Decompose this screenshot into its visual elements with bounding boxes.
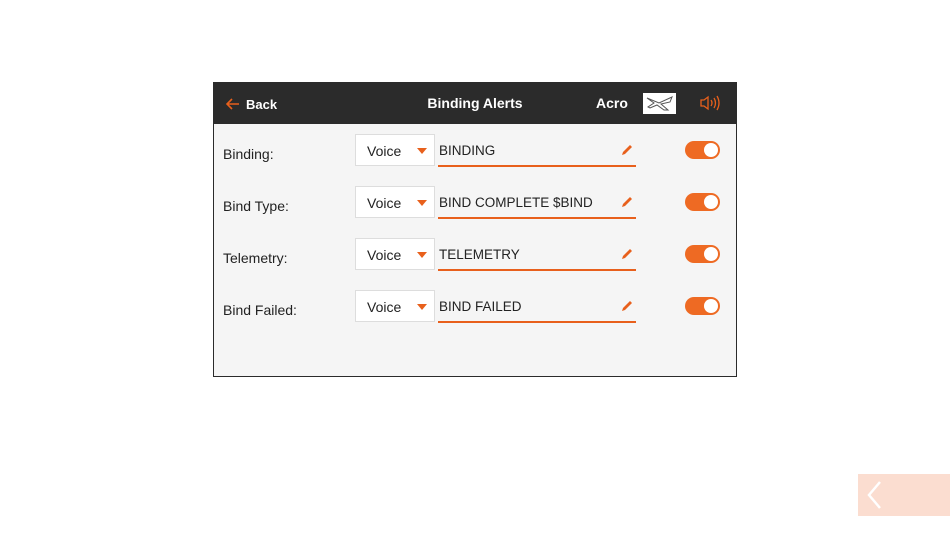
caret-down-icon xyxy=(417,200,427,206)
alert-row-telemetry xyxy=(214,238,736,278)
transmitter-screen xyxy=(213,82,737,377)
toggle-knob xyxy=(704,247,718,261)
alert-enable-toggle[interactable] xyxy=(685,193,720,211)
alert-mode-value: Voice xyxy=(367,143,402,159)
back-label: Back xyxy=(246,96,278,112)
alert-enable-toggle[interactable] xyxy=(685,141,720,159)
alert-row-bind-failed xyxy=(214,290,736,330)
model-name: Acro xyxy=(596,95,628,111)
alert-text-value: BIND FAILED xyxy=(439,299,522,314)
alert-text-field[interactable] xyxy=(438,186,636,219)
toggle-knob xyxy=(704,299,718,313)
pencil-icon[interactable] xyxy=(620,247,634,261)
alert-mode-value: Voice xyxy=(367,247,402,263)
airplane-icon[interactable] xyxy=(643,93,676,114)
pencil-icon[interactable] xyxy=(620,299,634,313)
alert-text-field[interactable] xyxy=(438,238,636,271)
alert-mode-select[interactable] xyxy=(355,290,435,322)
caret-down-icon xyxy=(417,148,427,154)
alert-row-binding xyxy=(214,134,736,174)
alert-text-field[interactable] xyxy=(438,290,636,323)
alert-enable-toggle[interactable] xyxy=(685,297,720,315)
alert-text-value: BINDING xyxy=(439,143,496,158)
toggle-knob xyxy=(704,143,718,157)
alert-mode-select[interactable] xyxy=(355,238,435,270)
pencil-icon[interactable] xyxy=(620,195,634,209)
page-title: Binding Alerts xyxy=(427,95,523,111)
chevron-left-icon xyxy=(858,474,950,516)
top-bar xyxy=(214,83,736,124)
caret-down-icon xyxy=(417,304,427,310)
alert-text-field[interactable] xyxy=(438,134,636,167)
alert-label: Bind Type: xyxy=(223,198,289,214)
alert-mode-select[interactable] xyxy=(355,134,435,166)
alert-enable-toggle[interactable] xyxy=(685,245,720,263)
alert-label: Binding: xyxy=(223,146,274,162)
speaker-icon[interactable] xyxy=(699,94,721,112)
alert-mode-value: Voice xyxy=(367,195,402,211)
alert-text-value: TELEMETRY xyxy=(439,247,520,262)
alert-text-value: BIND COMPLETE $BIND xyxy=(439,195,593,210)
alert-label: Telemetry: xyxy=(223,250,288,266)
alert-row-bind-type xyxy=(214,186,736,226)
caret-down-icon xyxy=(417,252,427,258)
alert-mode-value: Voice xyxy=(367,299,402,315)
alert-label: Bind Failed: xyxy=(223,302,297,318)
pencil-icon[interactable] xyxy=(620,143,634,157)
previous-page-button[interactable] xyxy=(858,474,950,516)
alert-mode-select[interactable] xyxy=(355,186,435,218)
toggle-knob xyxy=(704,195,718,209)
